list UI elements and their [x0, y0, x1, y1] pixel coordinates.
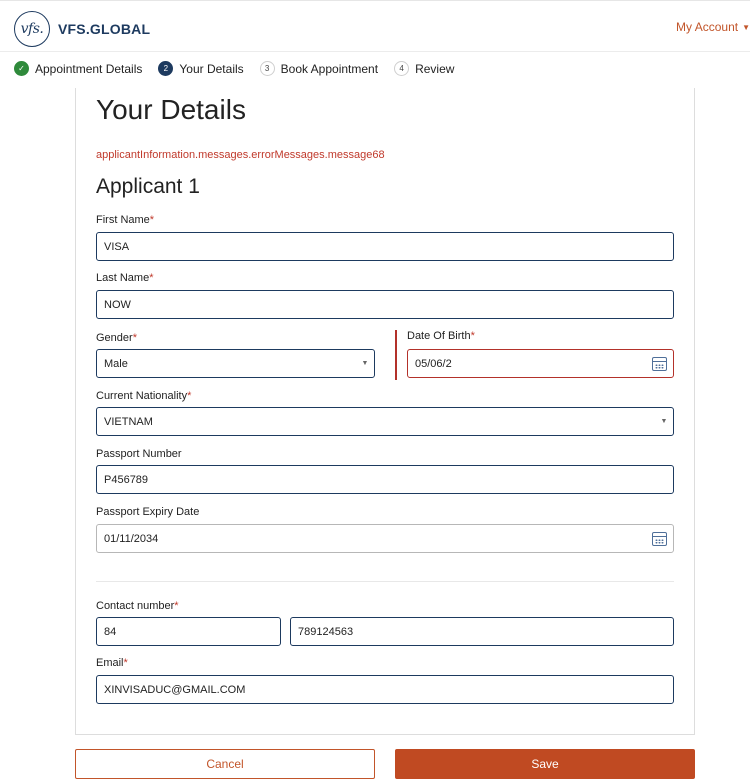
nationality-label: Current Nationality*: [96, 390, 192, 402]
first-name-label: First Name*: [96, 214, 155, 226]
step-label: Appointment Details: [35, 61, 143, 76]
my-account-menu[interactable]: [676, 20, 750, 34]
dropdown-arrow-icon: ▼: [361, 360, 369, 367]
step-book-appointment[interactable]: [260, 61, 378, 76]
vfs-logo-text: VFS.GLOBAL: [58, 21, 151, 37]
last-name-value: NOW: [104, 298, 131, 311]
email-value: XINVISADUC@GMAIL.COM: [104, 683, 246, 696]
gender-label: Gender*: [96, 332, 137, 344]
top-header: [0, 0, 750, 52]
passport-number-label: Passport Number: [96, 448, 182, 460]
section-divider: [96, 581, 674, 582]
passport-number-input[interactable]: [96, 465, 674, 494]
page-title: Your Details: [96, 94, 246, 125]
step-review[interactable]: [394, 61, 454, 76]
dial-code-input[interactable]: [96, 617, 281, 646]
contact-number-label: Contact number*: [96, 600, 179, 612]
check-icon: ✓: [14, 61, 29, 76]
step-number: 2: [158, 61, 173, 76]
first-name-input[interactable]: [96, 232, 674, 261]
email-label: Email*: [96, 657, 128, 669]
step-label: Book Appointment: [280, 61, 379, 76]
applicant-heading: Applicant 1: [96, 175, 200, 198]
step-appointment-details[interactable]: [14, 61, 142, 76]
calendar-icon[interactable]: [652, 532, 667, 546]
gender-select[interactable]: [96, 349, 375, 378]
nationality-select[interactable]: [96, 407, 674, 436]
dropdown-arrow-icon: ▼: [660, 418, 668, 425]
step-your-details[interactable]: [158, 61, 243, 76]
step-label: Your Details: [179, 61, 244, 76]
save-button[interactable]: Save: [395, 749, 695, 779]
error-message: applicantInformation.messages.errorMessages.message68: [96, 149, 385, 161]
dob-input[interactable]: [407, 349, 674, 378]
vfs-logo-mark: vfs.: [14, 11, 50, 47]
step-label: Review: [415, 61, 455, 76]
my-account-label: My Account: [676, 20, 739, 34]
last-name-label: Last Name*: [96, 272, 154, 284]
step-number: 3: [260, 61, 275, 76]
passport-expiry-input[interactable]: [96, 524, 674, 553]
phone-number-input[interactable]: [290, 617, 674, 646]
email-input[interactable]: [96, 675, 674, 704]
phone-number-value: 789124563: [298, 625, 354, 638]
dial-code-value: 84: [104, 625, 117, 638]
cancel-button[interactable]: Cancel: [75, 749, 375, 779]
first-name-value: VISA: [104, 240, 130, 253]
vfs-logo[interactable]: [14, 11, 150, 47]
passport-expiry-value: 01/11/2034: [104, 532, 159, 545]
last-name-input[interactable]: [96, 290, 674, 319]
progress-stepper: [14, 61, 470, 76]
dob-label: Date Of Birth*: [407, 330, 475, 342]
calendar-icon[interactable]: [652, 357, 667, 371]
chevron-down-icon: ▼: [742, 22, 750, 32]
passport-number-value: P456789: [104, 473, 149, 486]
gender-value: Male: [104, 357, 128, 370]
passport-expiry-label: Passport Expiry Date: [96, 506, 200, 518]
error-indicator-bar: [395, 330, 397, 380]
dob-value: 05/06/2: [415, 357, 452, 370]
step-number: 4: [394, 61, 409, 76]
nationality-value: VIETNAM: [104, 415, 153, 428]
